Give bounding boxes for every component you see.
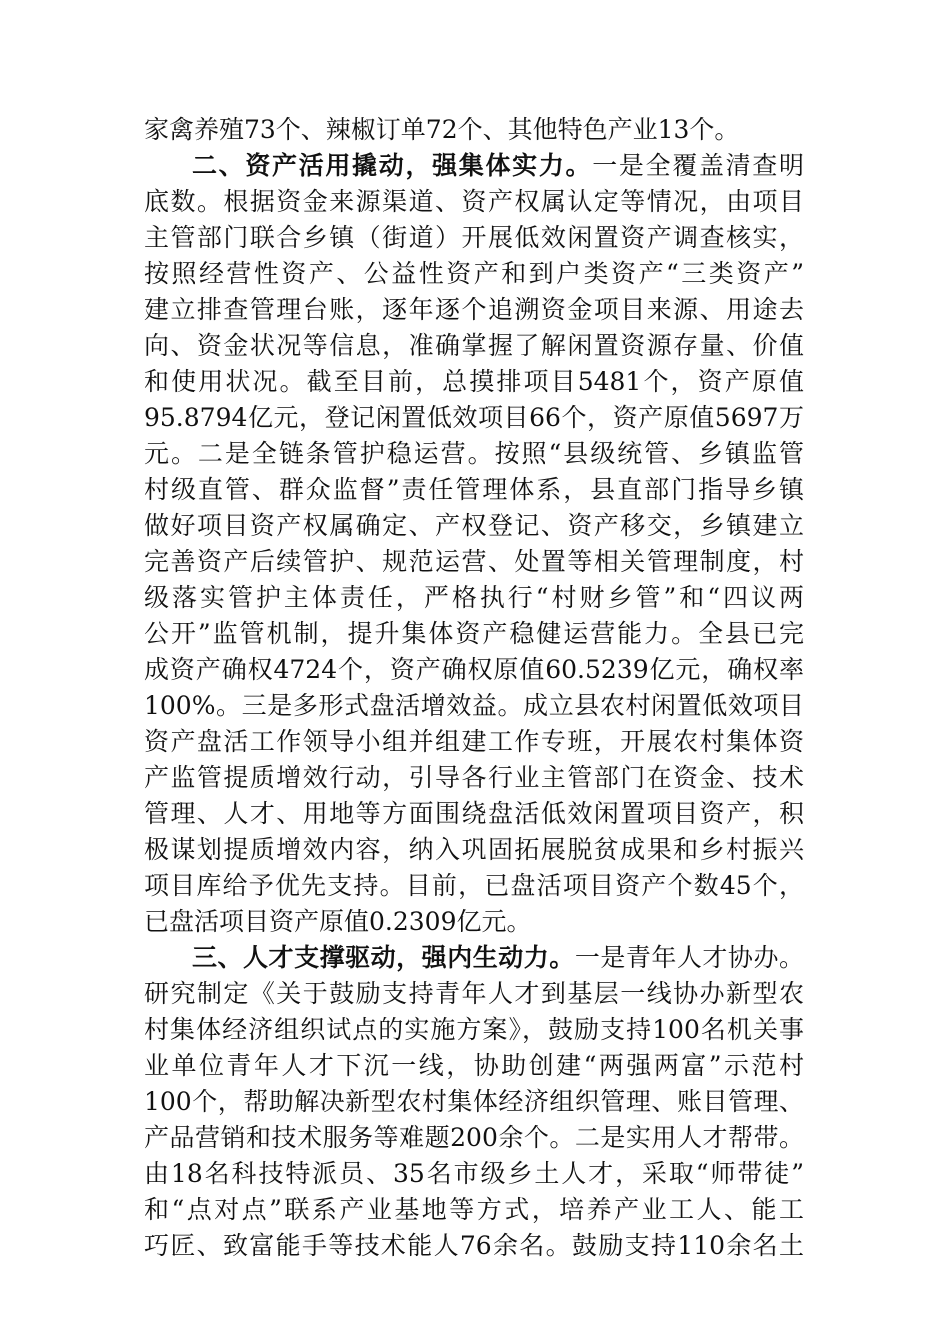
line-text: 业单位青年人才下沉一线，协助创建“两强两富”示范村 bbox=[144, 1051, 804, 1080]
text-line bbox=[144, 832, 804, 868]
text-line bbox=[144, 112, 804, 148]
text-line bbox=[144, 868, 804, 904]
text-line bbox=[144, 292, 804, 328]
document-page bbox=[144, 112, 804, 1264]
text-line bbox=[144, 436, 804, 472]
text-line bbox=[144, 184, 804, 220]
line-text: 巧匠、致富能手等技术能人76余名。鼓励支持110余名土 bbox=[144, 1231, 804, 1260]
text-line bbox=[144, 148, 804, 184]
line-text: 成资产确权4724个，资产确权原值60.5239亿元，确权率 bbox=[144, 655, 804, 684]
line-text: 100个，帮助解决新型农村集体经济组织管理、账目管理、 bbox=[144, 1087, 804, 1116]
line-text: 向、资金状况等信息，准确掌握了解闲置资源存量、价值 bbox=[144, 331, 804, 360]
line-text: 项目库给予优先支持。目前，已盘活项目资产个数45个， bbox=[144, 871, 804, 900]
text-line bbox=[144, 796, 804, 832]
line-text: 100%。三是多形式盘活增效益。成立县农村闲置低效项目 bbox=[144, 691, 804, 720]
line-text: 产品营销和技术服务等难题200余个。二是实用人才帮带。 bbox=[144, 1123, 804, 1152]
line-text: 一是全覆盖清查明 bbox=[592, 151, 804, 180]
text-line bbox=[144, 760, 804, 796]
text-line bbox=[144, 580, 804, 616]
text-line bbox=[144, 904, 804, 940]
text-line bbox=[144, 1192, 804, 1228]
text-line bbox=[144, 940, 804, 976]
line-text: 一是青年人才协办。 bbox=[574, 943, 804, 972]
line-text: 资产盘活工作领导小组并组建工作专班，开展农村集体资 bbox=[144, 727, 804, 756]
text-line bbox=[144, 1012, 804, 1048]
line-text: 完善资产后续管护、规范运营、处置等相关管理制度，村 bbox=[144, 547, 804, 576]
line-text: 元。二是全链条管护稳运营。按照“县级统管、乡镇监管 bbox=[144, 439, 804, 468]
line-text: 家禽养殖73个、辣椒订单72个、其他特色产业13个。 bbox=[144, 115, 740, 144]
text-line bbox=[144, 1120, 804, 1156]
line-text: 和“点对点”联系产业基地等方式，培养产业工人、能工 bbox=[144, 1195, 804, 1224]
text-line bbox=[144, 1084, 804, 1120]
line-text: 由18名科技特派员、35名市级乡土人才，采取“师带徒” bbox=[144, 1159, 804, 1188]
paragraph-p1 bbox=[144, 148, 804, 940]
text-line bbox=[144, 472, 804, 508]
text-line bbox=[144, 1228, 804, 1264]
line-text: 极谋划提质增效内容，纳入巩固拓展脱贫成果和乡村振兴 bbox=[144, 835, 804, 864]
line-text: 产监管提质增效行动，引导各行业主管部门在资金、技术 bbox=[144, 763, 804, 792]
text-line bbox=[144, 364, 804, 400]
line-text: 主管部门联合乡镇（街道）开展低效闲置资产调查核实， bbox=[144, 223, 804, 252]
line-text: 建立排查管理台账，逐年逐个追溯资金项目来源、用途去 bbox=[144, 295, 804, 324]
line-text: 村级直管、群众监督”责任管理体系，县直部门指导乡镇 bbox=[144, 475, 804, 504]
line-text: 底数。根据资金来源渠道、资产权属认定等情况，由项目 bbox=[144, 187, 804, 216]
section-heading: 二、资产活用撬动，强集体实力。 bbox=[192, 151, 593, 180]
line-text: 管理、人才、用地等方面围绕盘活低效闲置项目资产，积 bbox=[144, 799, 804, 828]
text-line bbox=[144, 400, 804, 436]
line-text: 村集体经济组织试点的实施方案》，鼓励支持100名机关事 bbox=[144, 1015, 804, 1044]
line-text: 做好项目资产权属确定、产权登记、资产移交，乡镇建立 bbox=[144, 511, 804, 540]
text-line bbox=[144, 1048, 804, 1084]
paragraph-p2 bbox=[144, 940, 804, 1264]
line-text: 级落实管护主体责任，严格执行“村财乡管”和“四议两 bbox=[144, 583, 804, 612]
line-text: 按照经营性资产、公益性资产和到户类资产“三类资产” bbox=[144, 259, 804, 288]
line-text: 研究制定《关于鼓励支持青年人才到基层一线协办新型农 bbox=[144, 979, 804, 1008]
line-text: 95.8794亿元，登记闲置低效项目66个，资产原值5697万 bbox=[144, 403, 804, 432]
line-text: 已盘活项目资产原值0.2309亿元。 bbox=[144, 907, 532, 936]
text-line bbox=[144, 256, 804, 292]
line-text: 公开”监管机制，提升集体资产稳健运营能力。全县已完 bbox=[144, 619, 804, 648]
text-line bbox=[144, 1156, 804, 1192]
paragraph-p0 bbox=[144, 112, 804, 148]
text-line bbox=[144, 544, 804, 580]
text-line bbox=[144, 688, 804, 724]
text-line bbox=[144, 508, 804, 544]
text-line bbox=[144, 724, 804, 760]
text-line bbox=[144, 220, 804, 256]
line-text: 和使用状况。截至目前，总摸排项目5481个，资产原值 bbox=[144, 367, 804, 396]
text-line bbox=[144, 652, 804, 688]
text-line bbox=[144, 328, 804, 364]
section-heading: 三、人才支撑驱动，强内生动力。 bbox=[192, 943, 575, 972]
text-line bbox=[144, 976, 804, 1012]
text-line bbox=[144, 616, 804, 652]
